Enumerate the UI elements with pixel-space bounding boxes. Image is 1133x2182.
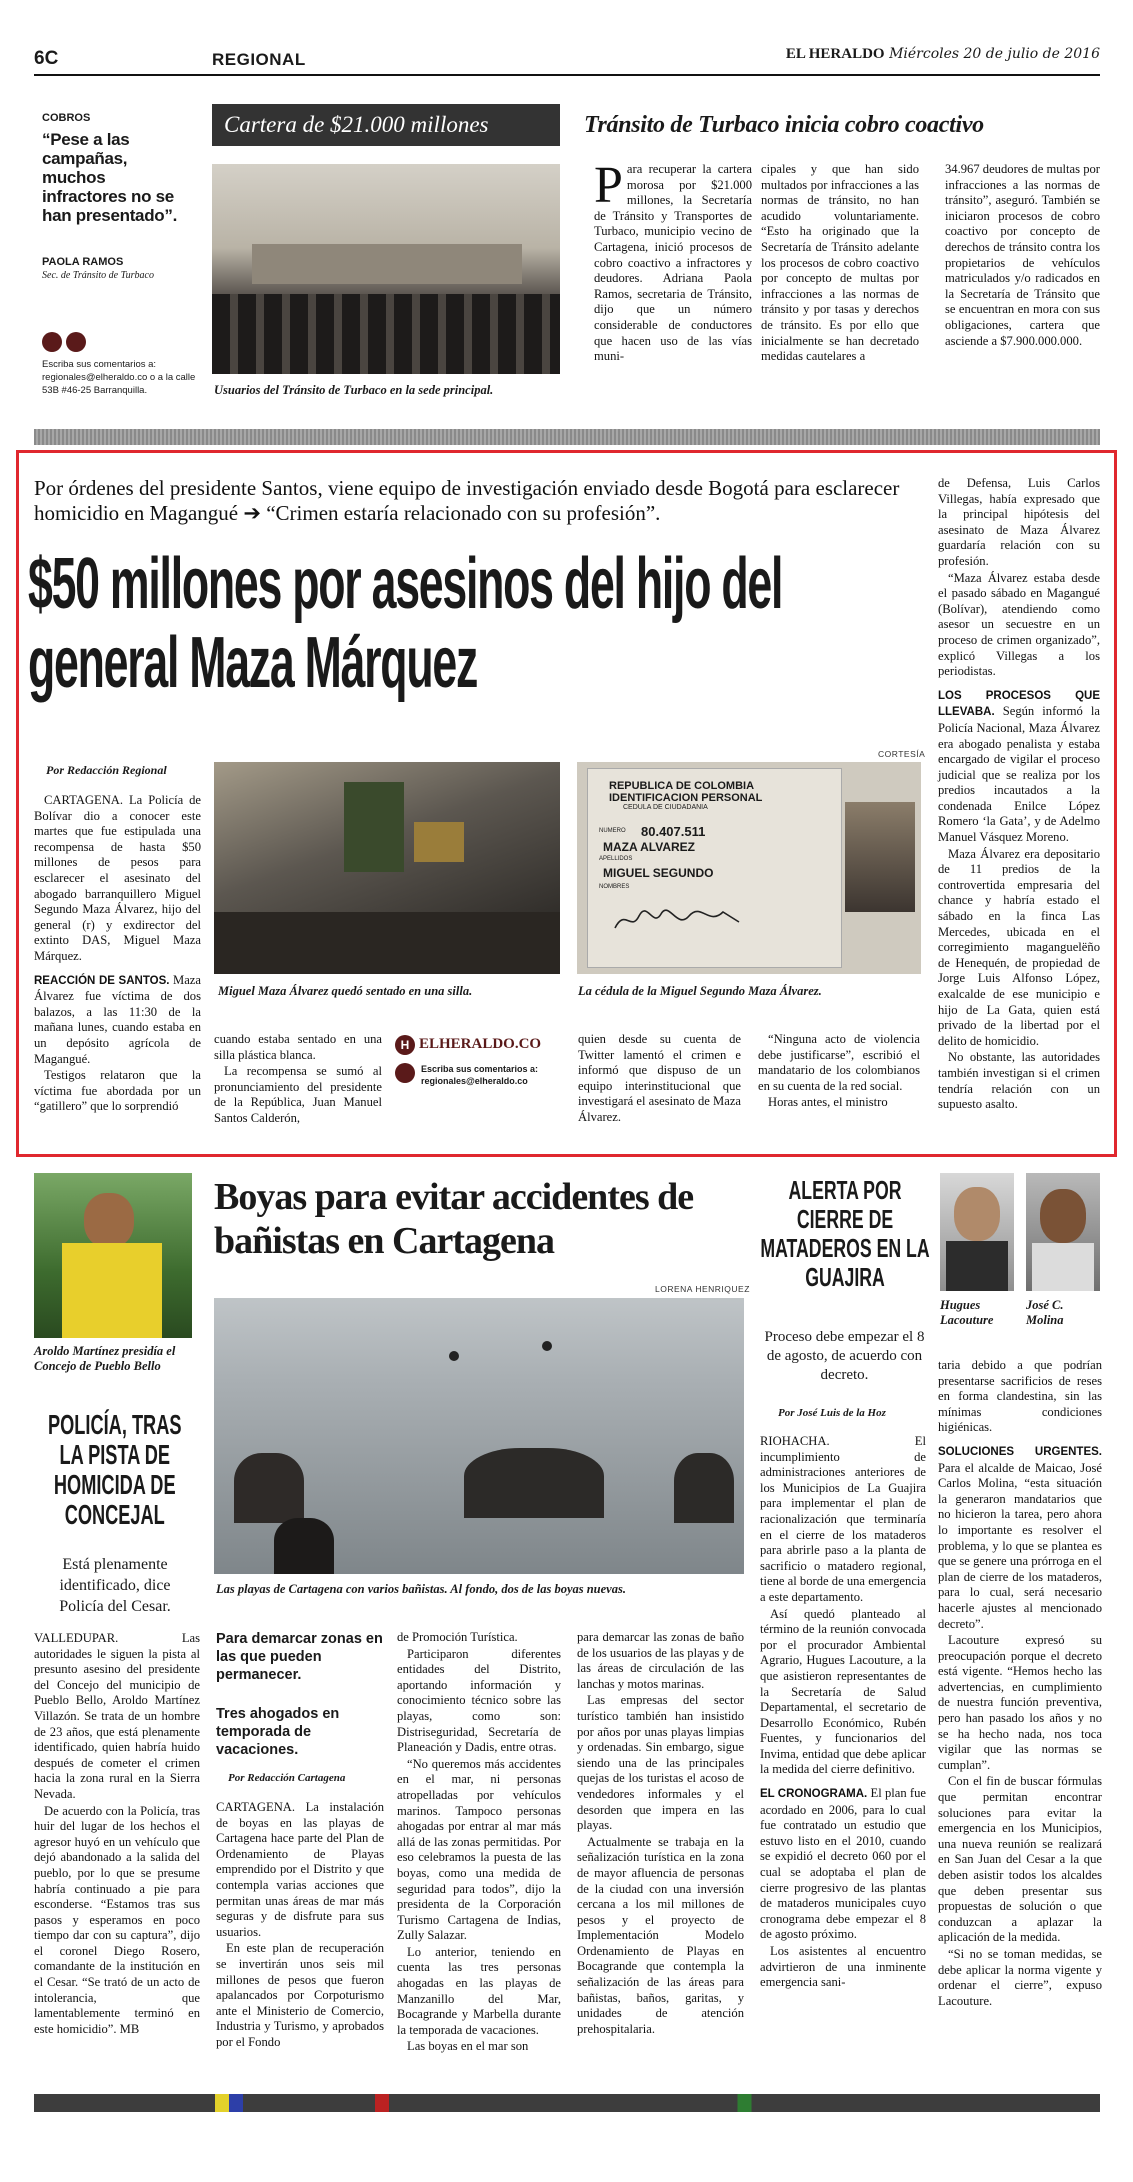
id-sub: CEDULA DE CIUDADANIA xyxy=(623,804,708,811)
id-country: REPUBLICA DE COLOMBIA xyxy=(609,780,755,792)
alert-col-1-p2: Así quedó planteado al término de la reunión convocada por el procurador Ambiental Agrario, Hugues Lacouture, a la que asistieron representantes de la Secretaría de Salud Departamental, el secretario de Desarrollo Económico, Rubén Fuentes, y funcionarios del Invima, entidad que debe aplicar la medida del cierre definitivo. xyxy=(760,1606,926,1777)
issue-date: Miércoles 20 de julio de 2016 xyxy=(889,46,1100,62)
buoy-marker xyxy=(449,1351,459,1361)
police-headline: POLICÍA, TRAS LA PISTA DE HOMICIDA DE CONCEJAL xyxy=(48,1409,182,1530)
section-name: REGIONAL xyxy=(212,50,306,69)
main-right-p5: No obstante, las autoridades también investigan si el crimen tendría relación con un supuesto asalto. xyxy=(938,1050,1100,1112)
buoy-col-2 xyxy=(397,1630,561,2055)
main-left-p3: Testigos relataron que la víctima fue abordada por un “gatillero” que lo sorprendió xyxy=(34,1068,201,1114)
masthead xyxy=(786,46,1100,63)
quote-box xyxy=(34,104,199,404)
buoy-col-3-p3: Actualmente se trabaja en la señalización turística en la zona de mayor afluencia de personas de la ciudad con una inversión cercana a los mil millones de pesos y el proyecto de Implementación Modelo Ordenamiento de Playas en Bocagrande que contempla la señalización de las áreas para bañistas, baños, garitas, y unidades de atención prehospitalaria. xyxy=(577,1834,744,2036)
alert-deck: Proceso debe empezar el 8 de agosto, de acuerdo con decreto. xyxy=(764,1329,925,1383)
id-surname: MAZA ALVAREZ xyxy=(603,840,695,854)
kicker-cronograma: EL CRONOGRAMA. xyxy=(760,1788,868,1801)
main-mid-p3: “Ninguna acto de violencia debe justificarse”, escribió el mandatario de los colombianos en su cuenta de la red social. xyxy=(758,1032,920,1093)
police-body-p2: De acuerdo con la Policía, tras huir del lugar de los hechos el agresor huyó en un vehículo que dejó abandonado a la salida del pueblo, por lo que se presume habría continuado a pie para esconderse. “Estamos tras sus pasos y esperamos en poco tiempo dar con su captura”, dijo el coronel Diego Rosero, comandante de la institución en el Cesar. “Se trató de un acto de intolerancia, que lamentablemente terminó en este homicidio”. MB xyxy=(34,1803,200,2036)
paper-name: EL HERALDO xyxy=(785,46,885,62)
caption-lacouture: Hugues Lacouture xyxy=(940,1298,994,1327)
turbaco-col-3: 34.967 deudores de multas por infracciones a las normas de tránsito”, aseguró. También se iniciaron procesos de cobro coactivo por concepto de derechos de tránsito contra los propietarios de vehículos matriculados y/o radicados en la Secretaría de Tránsito que se encuentran en mora con sus obligaciones, cartera que asciende a $7.900.000.000. xyxy=(945,162,1100,348)
email-icon xyxy=(42,332,62,352)
id-card-photo xyxy=(577,762,921,974)
drop-cap: P xyxy=(594,157,623,214)
main-right-p2: “Maza Álvarez estaba desde el pasado sábado en Magangué (Bolívar), atendiendo como asesor un secuestre en un proceso de crimen organizado”, explicó Villegas a los periodistas. xyxy=(938,570,1100,679)
alert-col-2-p3: Lacouture expresó su preocupación porque el decreto está vigente. “Hemos hecho las advertencias, en cumplimiento de nuestra función preventiva, pero han pasado los años y no se ha hecho nada, nos toca vigilar que las normas se cumplan”. xyxy=(938,1633,1102,1772)
buoy-col-1-p2: En este plan de recuperación se invertirán unos seis mil millones de pesos que fueron apalancados por Corpoturismo ante el Ministerio de Comercio, Industria y Turismo, y aprobados por el Fondo xyxy=(216,1941,384,2049)
alert-col-2-p5: “Si no se toman medidas, se debe aplicar la norma vigente y ordenar el cierre”, expuso Lacouture. xyxy=(938,1946,1102,2008)
buoy-subhead-1: Para demarcar zonas en las que pueden permanecer. xyxy=(216,1631,383,1683)
quote-author: PAOLA RAMOS xyxy=(42,256,124,268)
portrait-caption: Aroldo Martínez presidía el Concejo de Pueblo Bello xyxy=(34,1344,176,1373)
twitter-icon xyxy=(66,332,86,352)
page-number: 6C xyxy=(34,48,59,69)
main-mid-p1: cuando estaba sentado en una silla plástica blanca. xyxy=(214,1032,382,1062)
kicker-santos: REACCIÓN DE SANTOS. xyxy=(34,974,170,987)
buoy-col-2-p1: de Promoción Turística. xyxy=(397,1630,518,1644)
portrait-lacouture xyxy=(940,1173,1014,1291)
turbaco-headline: Tránsito de Turbaco inicia cobro coactivo xyxy=(584,112,984,138)
alert-col-1-p1: RIOHACHA. El incumplimiento de administraciones anteriores de los Municipios de La Guajira para implementar el plan de racionalización que terminaría en el cierre de los mataderos para abrirle paso a la planta de sacrificio o matadero regional, tiene al borde de una emergencia a este departamento. xyxy=(760,1434,926,1604)
comment-icons xyxy=(42,330,102,354)
elheraldo-logo: ELHERALDO.CO xyxy=(419,1036,542,1052)
page-header xyxy=(34,46,1100,76)
buoy-col-3-p1: para demarcar las zonas de baño de los usuarios de las playas y de las áreas de circulación de las lanchas y motos marinas. xyxy=(577,1630,744,1691)
main-mid-col-2: quien desde su cuenta de Twitter lamentó el crimen e informó que dispuso de un equipo interinstitucional que investigará el asesinato de Maza Álvarez. xyxy=(578,1032,741,1124)
main-mid-col-3 xyxy=(758,1032,920,1111)
police-body xyxy=(34,1631,200,2037)
buoy-subhead-2: Tres ahogados en temporada de vacaciones. xyxy=(216,1706,340,1758)
alert-col-1-p3: El plan fue acordado en 2006, para lo cual fue contratado un estudio que estuvo listo en el 2010, cuando se expidió el decreto 060 por el cual se adoptaba el plan de cierre progresivo de las plantas de mataderos municipales cuyo cronograma debe empezar el 8 de agosto próximo. xyxy=(760,1786,927,1942)
main-right-p4: Maza Álvarez era depositario de 11 predios de la controvertida empresaria del chance y habría estado el sábado en la finca Las Mercedes, ubicada en el corregimiento maganguelëño de Henequén, de propiedad de Jorge Luis Alfonso López, exalcalde de ese municipio e hijo de La Gata, quien está privado de la libertad por el delito de homicidio. xyxy=(938,846,1100,1048)
elheraldo-logo-icon: H xyxy=(395,1035,415,1055)
alert-headline: ALERTA POR CIERRE DE MATADEROS EN LA GUAJIRA xyxy=(760,1175,930,1292)
main-headline: $50 millones por asesinos del hijo del general Maza Márquez xyxy=(28,544,783,703)
kicker-procesos: LOS PROCESOS QUE LLEVABA. xyxy=(938,689,1100,719)
id-portrait xyxy=(845,802,915,912)
quote-role: Sec. de Tránsito de Turbaco xyxy=(42,270,154,281)
main-left-col xyxy=(34,793,201,1115)
email-icon xyxy=(395,1063,415,1083)
alert-col-2-p4: Con el fin de buscar fórmulas que permitan encontrar soluciones para evitar la emergencia en los Municipios, una nueva reunión se realizará en San Juan del Cesar a la que deben asistir todos los alcaldes que deben presentar sus propuestas de solución o que conduzcan a aplazar la aplicación de la medida. xyxy=(938,1774,1102,1945)
turbaco-photo xyxy=(212,164,560,374)
main-byline: Por Redacción Regional xyxy=(46,763,167,777)
id-names: MIGUEL SEGUNDO xyxy=(603,866,714,880)
main-right-p3: Según informó la Policía Nacional, Maza Álvarez era abogado penalista y estaba encargado de vigilar el proceso judicial que se realiza por los predios incautados a la condenada Enilce López Romero ‘la Gata’, y de Adelmo Manuel Vásquez Moreno. xyxy=(938,704,1100,845)
banner-title: Cartera de $21.000 millones xyxy=(224,112,489,137)
buoy-col-1-p1: CARTAGENA. La instalación de boyas en las playas de Cartagena hace parte del Plan de Ordenamiento de Playas emprendido por el Distrito y que contempla varias acciones que permitan unas áreas de mar más seguras y de disfrute para sus usuarios. xyxy=(216,1800,384,1939)
kicker-soluciones: SOLUCIONES URGENTES. xyxy=(938,1445,1102,1458)
buoy-col-2-p2: Participaron diferentes entidades del Distrito, aportando información y conocimiento técnico sobre las playas, como son: Distriseguridad, Secretaría de Planeación y Dadis, entre otras. xyxy=(397,1646,561,1755)
main-right-col xyxy=(938,476,1100,1113)
buoy-photo-credit: LORENA HENRIQUEZ xyxy=(655,1284,750,1294)
id-names-label: APELLIDOS xyxy=(599,856,633,862)
comments-note: Escriba sus comentarios a: regionales@elheraldo.co o a la calle 53B #46-25 Barranquilla. xyxy=(42,359,196,396)
turbaco-col-1 xyxy=(594,157,752,365)
main-left-p2: Maza Álvarez fue víctima de dos balazos, a las 11:30 de la mañana lunes, cuando estaba en un depósito agrícola de Magangué. xyxy=(34,972,201,1066)
separator-band-2 xyxy=(34,2094,1100,2112)
pull-quote: “Pese a las campañas, muchos infractores no se han presentado”. xyxy=(42,130,178,225)
main-mid-p1b: La recompensa se sumó al pronunciamiento del presidente de la República, Juan Manuel Santos Calderón, xyxy=(214,1064,382,1125)
caption-molina: José C. Molina xyxy=(1026,1298,1064,1327)
beach-photo xyxy=(214,1298,744,1574)
buoy-col-2-p3: “No queremos más accidentes en el mar, ni personas atropelladas por vehículos marinos. Tampoco personas ahogadas por entrar al mar más allá de las zonas permitidas. Por eso celebramos la puesta de las boyas, como una medida de seguridad para todos”, dijo la presidenta de la Corporación Turismo Cartagena de Indias, Zully Salazar. xyxy=(397,1756,561,1943)
buoy-col-2-p5: Las boyas en el mar son xyxy=(407,2039,529,2054)
turbaco-col-2: cipales y que han sido multados por infracciones a las normas de tránsito, no han acudido voluntariamente. “Esto ha originado que la Secretaría de Tránsito adelante los procesos de cobro coactivo por concepto de multas por infracciones a las normas de tránsito y por tasas y derechos de tránsito. Es por ello que inicialmente se han decretado medidas cautelares a xyxy=(761,162,919,364)
kicker-cobros: COBROS xyxy=(42,112,91,124)
buoy-headline: Boyas para evitar accidentes de bañistas en Cartagena xyxy=(214,1176,694,1262)
alert-col-2 xyxy=(938,1358,1102,2009)
turbaco-text-1: ara recuperar la cartera morosa por $21.000 millones, la Secretaría de Tránsito y Transportes de Turbaco, municipio vecino de Cartagena, inició procesos de cobro coactivo a infractores y deudores. Adriana Paola Ramos, secretaria de Tránsito, dijo que un número considerable de conductores que hacen uso de las vías muni- xyxy=(594,162,752,364)
police-deck: Está plenamente identificado, dice Policía del Cesar. xyxy=(59,1556,171,1615)
elheraldo-promo xyxy=(395,1035,565,1105)
main-left-p1: CARTAGENA. La Policía de Bolívar dio a conocer este martes que fue estipulada una recompensa de hasta $50 millones de pesos para esclarecer el asesinato del abogado barranquillero Miguel Segundo Maza Álvarez, hijo del general (r) y exdirector del extinto DAS, Miguel Maza Márquez. xyxy=(34,793,201,963)
alert-col-1 xyxy=(760,1434,926,1991)
promo-comments: Escriba sus comentarios a: regionales@elheraldo.co xyxy=(421,1064,539,1086)
buoy-col-1 xyxy=(216,1800,384,2051)
id-sign-label: NOMBRES xyxy=(599,884,630,890)
id-number: 80.407.511 xyxy=(641,824,706,839)
banner-box xyxy=(212,104,560,146)
crime-scene-photo xyxy=(214,762,560,974)
alert-byline: Por José Luis de la Hoz xyxy=(778,1407,886,1419)
alert-col-1-p4: Los asistentes al encuentro advirtieron de una inminente emergencia sani- xyxy=(760,1944,926,1990)
photo-caption-crime: Miguel Maza Álvarez quedó sentado en una silla. xyxy=(218,984,473,998)
police-body-p1: VALLEDUPAR. Las autoridades le siguen la pista al presunto asesino del presidente del Concejo del municipio de Pueblo Bello, Aroldo Martínez Villazón. Se trata de un hombre de 23 años, que está plenamente identificado, quien habría huido después de cometer el crimen hacia la zona rural en la Sierra Nevada. xyxy=(34,1631,200,1801)
beach-caption: Las playas de Cartagena con varios bañistas. Al fondo, dos de las boyas nuevas. xyxy=(216,1582,626,1596)
id-type: IDENTIFICACION PERSONAL xyxy=(609,792,763,804)
photo-caption-turbaco: Usuarios del Tránsito de Turbaco en la sede principal. xyxy=(214,383,494,397)
main-mid-p3b: Horas antes, el ministro xyxy=(768,1095,888,1110)
id-number-label: NUMERO xyxy=(599,828,626,834)
alert-col-2-p2: Para el alcalde de Maicao, José Carlos Molina, “esta situación la generaron mandatarios que no hicieron la tarea, pero ahora lo importante es resolver el problema, y lo que se plantea es que se genere una prórroga en el plan de cierre de los mataderos, para lo cual, será necesario hacerle ajustes al mencionado decreto”. xyxy=(938,1460,1102,1631)
buoy-byline: Por Redacción Cartagena xyxy=(228,1772,346,1784)
buoy-marker xyxy=(542,1341,552,1351)
separator-band-1 xyxy=(34,429,1100,445)
portrait-molina xyxy=(1026,1173,1100,1291)
main-deck: Por órdenes del presidente Santos, viene equipo de investigación enviado desde Bogotá para esclarecer homicidio en Magangué ➔ “Crimen estaría relacionado con su profesión”. xyxy=(34,476,900,525)
buoy-col-3 xyxy=(577,1630,744,2037)
main-right-p1: de Defensa, Luis Carlos Villegas, había expresado que la principal hipótesis del asesinato de Maza Álvarez guardaría relación con su profesión. xyxy=(938,476,1100,568)
photo-caption-id: La cédula de la Miguel Segundo Maza Álvarez. xyxy=(578,984,822,998)
buoy-col-2-p4: Lo anterior, teniendo en cuenta las tres personas ahogadas en las playas de Manzanillo del Mar, Bocagrande y Marbella durante la temporada de vacaciones. xyxy=(397,1944,561,2037)
main-mid-col-1 xyxy=(214,1032,382,1127)
photo-credit-cortesia: CORTESÍA xyxy=(878,749,926,759)
portrait-aroldo xyxy=(34,1173,192,1338)
buoy-col-3-p2: Las empresas del sector turístico también han insistido por años por unas playas limpias y ordenadas. Sin embargo, sigue siendo una de las principales quejas de los turistas el acoso de vendedores informales y el desorden que impera en las playas. xyxy=(577,1693,744,1833)
signature-scribble xyxy=(613,902,743,936)
alert-col-2-p1: taria debido a que podrían presentarse sacrificios de reses en forma clandestina, sin las mínimas condiciones higiénicas. xyxy=(938,1358,1102,1435)
